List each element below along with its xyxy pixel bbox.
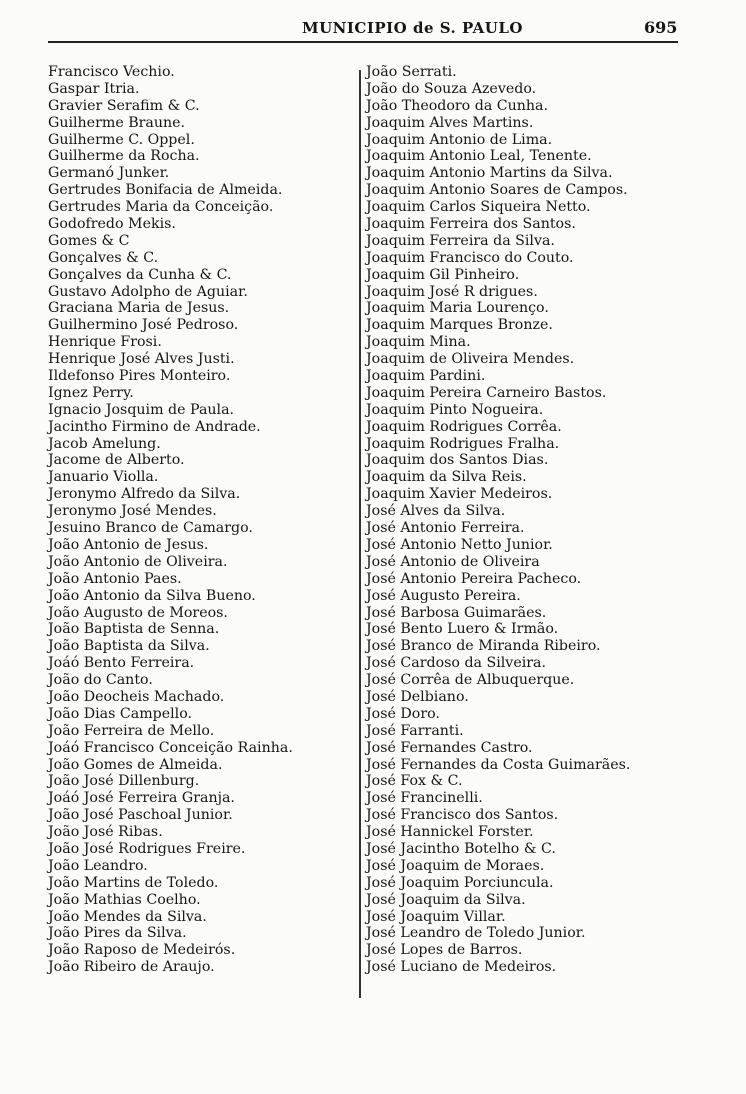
directory-entry: João Ferreira de Mello. xyxy=(48,722,215,739)
directory-entry: Joaquim Carlos Siqueira Netto. xyxy=(366,199,591,216)
directory-entry: Januario Violla. xyxy=(48,469,159,486)
directory-entry: João Ribeiro de Araujo. xyxy=(48,959,215,976)
directory-entry: Gravier Serafim & C. xyxy=(48,97,200,114)
directory-entry: Jeronymo Alfredo da Silva. xyxy=(48,486,241,503)
directory-entry: Joaquim de Oliveira Mendes. xyxy=(366,351,575,368)
directory-entry: João Antonio de Oliveira. xyxy=(48,553,228,570)
directory-entry: João José Ribas. xyxy=(48,824,163,841)
directory-entry: João Baptista de Senna. xyxy=(48,621,220,638)
directory-entry: José Fernandes da Costa Guimarães. xyxy=(366,756,631,773)
directory-entry: João Mathias Coelho. xyxy=(48,891,201,908)
directory-entry: José Joaquim Porciuncula. xyxy=(366,874,554,891)
directory-entry: João Antonio Paes. xyxy=(48,570,182,587)
directory-entry: João Raposo de Medeirós. xyxy=(48,942,236,959)
left-name-column xyxy=(48,64,353,976)
directory-entry: Joaquim Ferreira dos Santos. xyxy=(366,216,576,233)
directory-entry: Joaquim Ferreira da Silva. xyxy=(366,232,555,249)
directory-entry: João Theodoro da Cunha. xyxy=(366,97,549,114)
directory-entry: José Fernandes Castro. xyxy=(366,739,533,756)
directory-entry: Guilherme C. Oppel. xyxy=(48,131,195,148)
directory-entry: Jacob Amelung. xyxy=(48,435,161,452)
directory-entry: Joaquim José R drigues. xyxy=(366,283,538,300)
column-divider xyxy=(359,70,361,998)
directory-entry: José Fox & C. xyxy=(366,773,463,790)
directory-entry: Ignez Perry. xyxy=(48,384,134,401)
directory-entry: Joaquim Maria Lourenço. xyxy=(366,300,549,317)
directory-entry: José Antonio de Oliveira xyxy=(366,553,540,570)
directory-entry: Joaquim Gil Pinheiro. xyxy=(366,266,520,283)
directory-entry: Joaquim dos Santos Dias. xyxy=(366,452,549,469)
directory-entry: José Farranti. xyxy=(366,722,464,739)
directory-entry: Joaquim Marques Bronze. xyxy=(366,317,553,334)
directory-entry: José Doro. xyxy=(366,705,440,722)
directory-entry: Joaquim Pinto Nogueira. xyxy=(366,401,544,418)
directory-entry: José Francisco dos Santos. xyxy=(366,807,559,824)
page-header xyxy=(44,16,684,42)
page-number: 695 xyxy=(644,18,678,37)
directory-entry: Jacintho Firmino de Andrade. xyxy=(48,418,261,435)
directory-entry: Joaquim Mina. xyxy=(366,334,471,351)
directory-entry: José Cardoso da Silveira. xyxy=(366,655,547,672)
directory-entry: Joaquim Rodrigues Corrêa. xyxy=(366,418,562,435)
directory-entry: João Gomes de Almeida. xyxy=(48,756,223,773)
directory-entry: Gertrudes Bonifacia de Almeida. xyxy=(48,182,283,199)
directory-entry: Joaquim Xavier Medeiros. xyxy=(366,486,553,503)
directory-entry: José Alves da Silva. xyxy=(366,503,506,520)
directory-entry: Joaquim Francisco do Couto. xyxy=(366,249,574,266)
directory-entry: Joaquim da Silva Reis. xyxy=(366,469,527,486)
directory-entry: João Augusto de Moreos. xyxy=(48,604,228,621)
directory-entry: José Antonio Netto Junior. xyxy=(366,536,553,553)
directory-entry: José Barbosa Guimarães. xyxy=(366,604,547,621)
directory-entry: Gomes & C xyxy=(48,232,130,249)
directory-entry: João José Paschoal Junior. xyxy=(48,807,233,824)
directory-entry: Henrique Frosi. xyxy=(48,334,162,351)
directory-entry: Joaquim Antonio Martins da Silva. xyxy=(366,165,613,182)
directory-entry: Germanó Junker. xyxy=(48,165,170,182)
directory-entry: João Martins de Toledo. xyxy=(48,874,219,891)
directory-entry: José Leandro de Toledo Junior. xyxy=(366,925,586,942)
directory-entry: Joaquim Antonio de Lima. xyxy=(366,131,553,148)
directory-entry: João José Dillenburg. xyxy=(48,773,200,790)
directory-entry: Joáó Bento Ferreira. xyxy=(48,655,195,672)
directory-entry: João Leandro. xyxy=(48,857,148,874)
directory-entry: Godofredo Mekis. xyxy=(48,216,176,233)
header-rule xyxy=(48,41,678,43)
directory-entry: Joaquim Alves Martins. xyxy=(366,114,534,131)
directory-entry: José Joaquim Villar. xyxy=(366,908,506,925)
right-name-column xyxy=(366,64,686,976)
directory-entry: José Hannickel Forster. xyxy=(366,824,534,841)
directory-entry: José Joaquim da Silva. xyxy=(366,891,526,908)
directory-entry: José Branco de Miranda Ribeiro. xyxy=(366,638,601,655)
directory-entry: Ignacio Josquim de Paula. xyxy=(48,401,235,418)
directory-entry: João Baptista da Silva. xyxy=(48,638,210,655)
directory-entry: José Bento Luero & Irmão. xyxy=(366,621,559,638)
directory-entry: Guilherme Braune. xyxy=(48,114,186,131)
directory-entry: João Deocheis Machado. xyxy=(48,688,225,705)
directory-entry: Jacome de Alberto. xyxy=(48,452,185,469)
directory-entry: Jesuino Branco de Camargo. xyxy=(48,520,253,537)
directory-entry: José Joaquim de Moraes. xyxy=(366,857,545,874)
directory-entry: Joáó José Ferreira Granja. xyxy=(48,790,235,807)
directory-entry: João do Souza Azevedo. xyxy=(366,80,537,97)
directory-entry: Joaquim Pereira Carneiro Bastos. xyxy=(366,384,607,401)
directory-entry: José Augusto Pereira. xyxy=(366,587,521,604)
directory-entry: Jeronymo José Mendes. xyxy=(48,503,217,520)
directory-entry: Joaquim Pardini. xyxy=(366,368,486,385)
directory-entry: Gonçalves & C. xyxy=(48,249,159,266)
directory-entry: João do Canto. xyxy=(48,672,153,689)
directory-entry: Gonçalves da Cunha & C. xyxy=(48,266,232,283)
directory-entry: José Corrêa de Albuquerque. xyxy=(366,672,575,689)
directory-entry: Henrique José Alves Justi. xyxy=(48,351,235,368)
directory-entry: José Jacintho Botelho & C. xyxy=(366,840,556,857)
directory-entry: João Mendes da Silva. xyxy=(48,908,207,925)
directory-entry: Joáó Francisco Conceição Rainha. xyxy=(48,739,293,756)
directory-entry: Ildefonso Pires Monteiro. xyxy=(48,368,231,385)
directory-entry: Gertrudes Maria da Conceição. xyxy=(48,199,274,216)
directory-entry: José Lopes de Barros. xyxy=(366,942,523,959)
directory-entry: José Antonio Ferreira. xyxy=(366,520,525,537)
directory-entry: João Antonio de Jesus. xyxy=(48,536,209,553)
directory-entry: Gaspar Itria. xyxy=(48,80,140,97)
directory-entry: João Pires da Silva. xyxy=(48,925,187,942)
directory-entry: João Serrati. xyxy=(366,64,457,80)
directory-entry: Francisco Vechio. xyxy=(48,64,175,80)
directory-entry: Guilherme da Rocha. xyxy=(48,148,200,165)
directory-entry: José Delbiano. xyxy=(366,688,469,705)
directory-entry: João Antonio da Silva Bueno. xyxy=(48,587,256,604)
directory-entry: Gustavo Adolpho de Aguiar. xyxy=(48,283,248,300)
directory-entry: Joaquim Antonio Leal, Tenente. xyxy=(366,148,592,165)
directory-entry: José Francinelli. xyxy=(366,790,483,807)
directory-entry: Joaquim Rodrigues Fralha. xyxy=(366,435,560,452)
directory-entry: João José Rodrigues Freire. xyxy=(48,840,246,857)
page-title: MUNICIPIO de S. PAULO xyxy=(302,19,523,37)
directory-entry: José Luciano de Medeiros. xyxy=(366,959,557,976)
directory-entry: José Antonio Pereira Pacheco. xyxy=(366,570,582,587)
directory-entry: Joaquim Antonio Soares de Campos. xyxy=(366,182,628,199)
directory-entry: Guilhermino José Pedroso. xyxy=(48,317,239,334)
directory-entry: Graciana Maria de Jesus. xyxy=(48,300,230,317)
directory-entry: João Dias Campello. xyxy=(48,705,193,722)
